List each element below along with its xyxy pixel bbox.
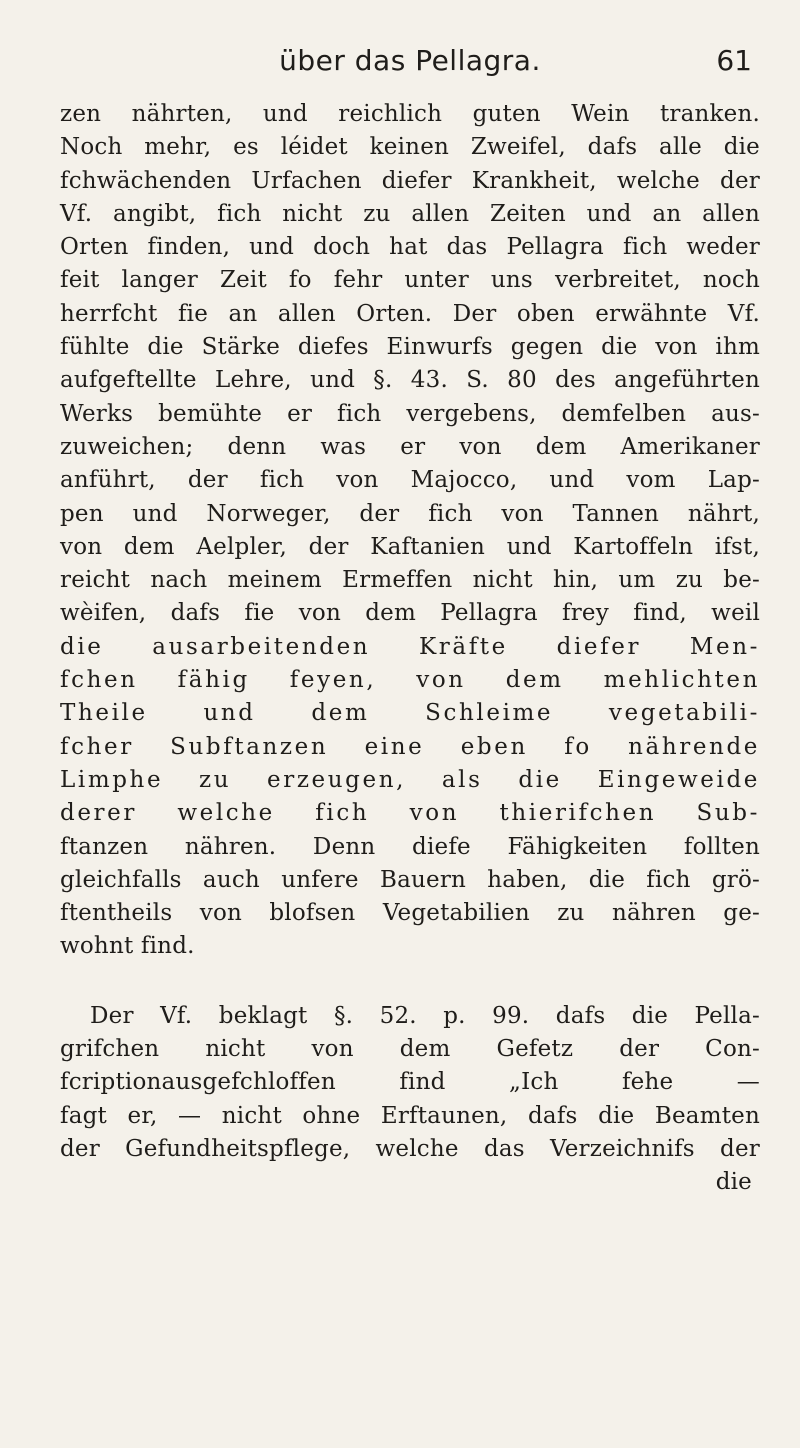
text-line: gleichfalls auch unfere Bauern haben, die fich grö-: [60, 866, 760, 893]
paragraph-gap: [60, 964, 760, 1000]
text-line: wèifen, dafs fie von dem Pellagra frey find, weil: [60, 600, 760, 627]
text-line-spaced: fcher Subftanzen eine eben fo nährende: [60, 733, 760, 760]
text-line: ftanzen nähren. Denn diefe Fähigkeiten follten: [60, 833, 760, 860]
running-head-title: über das Pellagra.: [279, 44, 541, 77]
text-line: anführt, der fich von Majocco, und vom Lap-: [60, 467, 760, 494]
text-line-spaced: Theile und dem Schleime vegetabili-: [60, 700, 760, 727]
text-line: Noch mehr, es léidet keinen Zweifel, dafs alle die: [60, 134, 760, 161]
text-line: grifchen nicht von dem Gefetz der Con-: [60, 1036, 760, 1063]
page-number: 61: [716, 44, 752, 77]
text-line: Orten finden, und doch hat das Pellagra fich weder: [60, 234, 760, 261]
text-line: fühlte die Stärke diefes Einwurfs gegen die von ihm: [60, 334, 760, 361]
text-line: Der Vf. beklagt §. 52. p. 99. dafs die Pella-: [90, 1002, 760, 1029]
text-line: zen nährten, und reichlich guten Wein tranken.: [60, 101, 760, 127]
text-line: fcriptionausgefchloffen find „Ich fehe —: [60, 1069, 760, 1096]
text-line-spaced: fchen fähig feyen, von dem mehlichten: [60, 667, 760, 694]
text-line: feit langer Zeit fo fehr unter uns verbreitet, noch: [60, 267, 760, 294]
running-head: [60, 40, 760, 86]
text-line: zuweichen; denn was er von dem Amerikaner: [60, 433, 760, 460]
text-line: pen und Norweger, der fich von Tannen nährt,: [60, 500, 760, 527]
text-line: Vf. angibt, fich nicht zu allen Zeiten und an allen: [60, 200, 760, 227]
text-line: von dem Aelpler, der Kaftanien und Kartoffeln ifst,: [60, 533, 760, 560]
paragraph-1: [60, 98, 760, 964]
text-line: aufgeftellte Lehre, und §. 43. S. 80 des angeführten: [60, 367, 760, 394]
text-line: wohnt find.: [60, 933, 195, 960]
paragraph-2: [60, 1000, 760, 1200]
text-line: fagt er, — nicht ohne Erftaunen, dafs die Beamten: [60, 1102, 760, 1129]
text-line: Werks bemühte er fich vergebens, demfelben aus-: [60, 400, 760, 427]
text-line: ftentheils von blofsen Vegetabilien zu nähren ge-: [60, 900, 760, 927]
text-line: reicht nach meinem Ermeffen nicht hin, um zu be-: [60, 567, 760, 594]
text-line: der Gefundheitspflege, welche das Verzeichnifs der: [60, 1135, 760, 1162]
text-line: fchwächenden Urfachen diefer Krankheit, welche der: [60, 167, 760, 194]
text-line-spaced: Limphe zu erzeugen, als die Eingeweide: [60, 766, 760, 793]
catchword: die: [715, 1169, 752, 1196]
text-line: herrfcht fie an allen Orten. Der oben erwähnte Vf.: [60, 300, 760, 327]
body-text: [60, 98, 760, 1200]
text-line-spaced: die ausarbeitenden Kräfte diefer Men-: [60, 633, 760, 660]
text-line-spaced: derer welche fich von thierifchen Sub-: [60, 800, 760, 827]
